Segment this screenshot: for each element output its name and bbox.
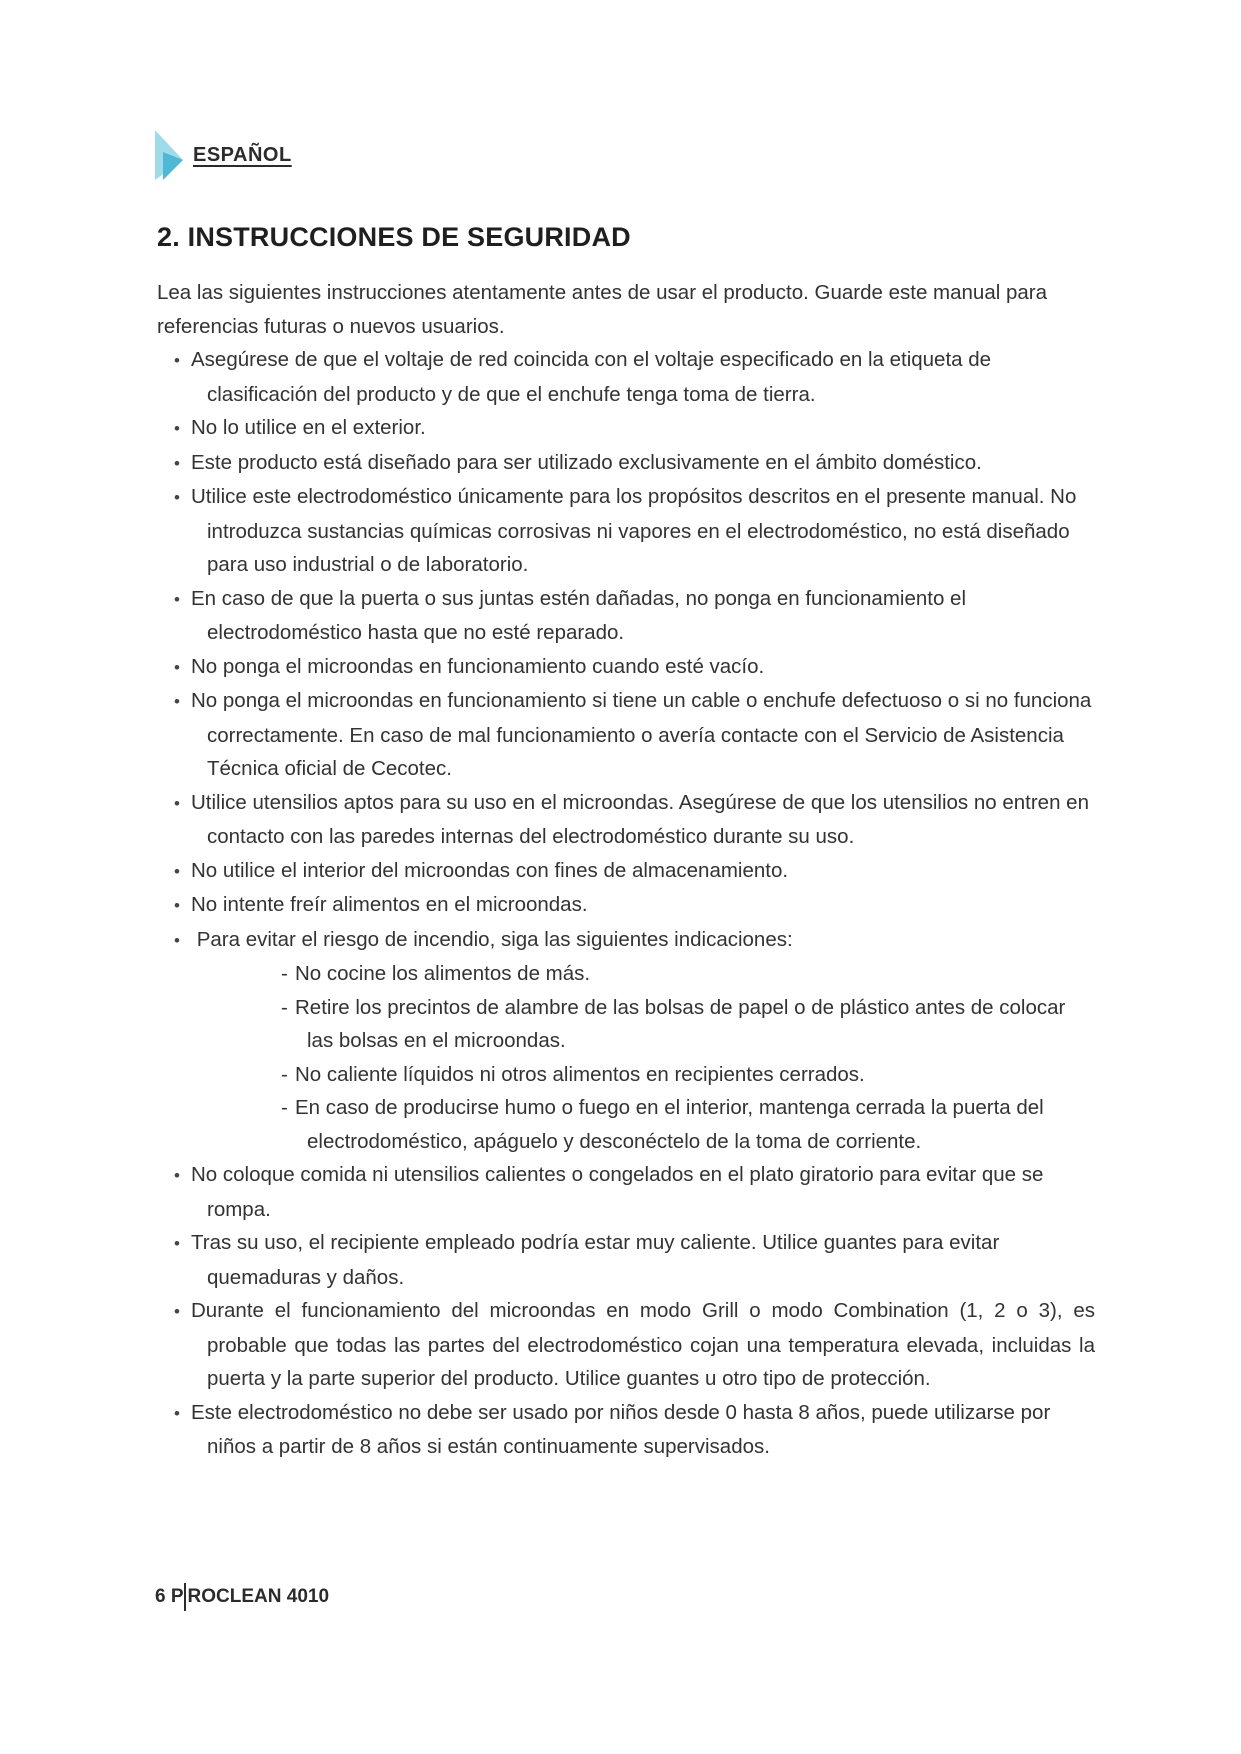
list-item: • No coloque comida ni utensilios calientes o congelados en el plato giratorio para evitar que se rompa.: [157, 1158, 1095, 1226]
list-item: • No intente freír alimentos en el microondas.: [157, 888, 1095, 923]
sub-list-item: - No caliente líquidos ni otros alimentos en recipientes cerrados.: [207, 1058, 1095, 1092]
list-item-fire-risk: [157, 923, 1095, 1159]
sub-list-item: - No cocine los alimentos de más.: [207, 957, 1095, 991]
page-footer: [155, 1583, 329, 1611]
list-item: • No utilice el interior del microondas con fines de almacenamiento.: [157, 854, 1095, 889]
sub-list-item: - En caso de producirse humo o fuego en el interior, mantenga cerrada la puerta del electrodoméstico, apáguelo y desconéctelo de la toma de corriente.: [207, 1091, 1095, 1158]
language-marker-icon: [155, 130, 183, 180]
list-item: • No ponga el microondas en funcionamiento cuando esté vacío.: [157, 650, 1095, 685]
cursor-bar: [184, 1583, 186, 1611]
safety-content: [157, 276, 1095, 1464]
intro-paragraph: Lea las siguientes instrucciones atentamente antes de usar el producto. Guarde este manual para referencias futuras o nuevos usuarios.: [157, 281, 1048, 338]
list-item: • Asegúrese de que el voltaje de red coincida con el voltaje especificado en la etiqueta de clasificación del producto y de que el enchufe tenga toma de tierra.: [157, 343, 1095, 411]
product-name-prefix: P: [170, 1586, 184, 1607]
product-name: ROCLEAN 4010: [187, 1586, 330, 1607]
list-item: • Durante el funcionamiento del microondas en modo Grill o modo Combination (1, 2 o 3), es probable que todas las partes del electrodoméstico cojan una temperatura elevada, incluidas la puerta y la parte superior del producto. Utilice guantes u otro tipo de protección.: [157, 1294, 1095, 1396]
list-item: • Este electrodoméstico no debe ser usado por niños desde 0 hasta 8 años, puede utilizarse por niños a partir de 8 años si están continuamente supervisados.: [157, 1396, 1095, 1464]
section-title: 2. INSTRUCCIONES DE SEGURIDAD: [157, 222, 631, 252]
list-item: • Tras su uso, el recipiente empleado podría estar muy caliente. Utilice guantes para evitar quemaduras y daños.: [157, 1226, 1095, 1294]
sub-list-item: - Retire los precintos de alambre de las bolsas de papel o de plástico antes de colocar las bolsas en el microondas.: [207, 991, 1095, 1058]
safety-rules-list: [157, 343, 1095, 1464]
fire-rules-sublist: [207, 957, 1095, 1158]
list-item-label: Para evitar el riesgo de incendio, siga las siguientes indicaciones:: [196, 927, 793, 951]
list-item: • En caso de que la puerta o sus juntas estén dañadas, no ponga en funcionamiento el electrodoméstico hasta que no esté reparado.: [157, 582, 1095, 650]
page-number: 6: [155, 1586, 166, 1607]
language-header: [155, 130, 292, 180]
list-item: • No ponga el microondas en funcionamiento si tiene un cable o enchufe defectuoso o si no funciona correctamente. En caso de mal funcionamiento o avería contacte con el Servicio de Asistencia Técnica oficial de Cecotec.: [157, 684, 1095, 786]
list-item: • Utilice este electrodoméstico únicamente para los propósitos descritos en el presente manual. No introduzca sustancias químicas corrosivas ni vapores en el electrodoméstico, no está diseñado para uso industrial o de laboratorio.: [157, 480, 1095, 582]
list-item: • Este producto está diseñado para ser utilizado exclusivamente en el ámbito doméstico.: [157, 446, 1095, 481]
language-label: ESPAÑOL: [193, 143, 292, 166]
list-item: • No lo utilice en el exterior.: [157, 411, 1095, 446]
list-item: • Utilice utensilios aptos para su uso en el microondas. Asegúrese de que los utensilios no entren en contacto con las paredes internas del electrodoméstico durante su uso.: [157, 786, 1095, 854]
